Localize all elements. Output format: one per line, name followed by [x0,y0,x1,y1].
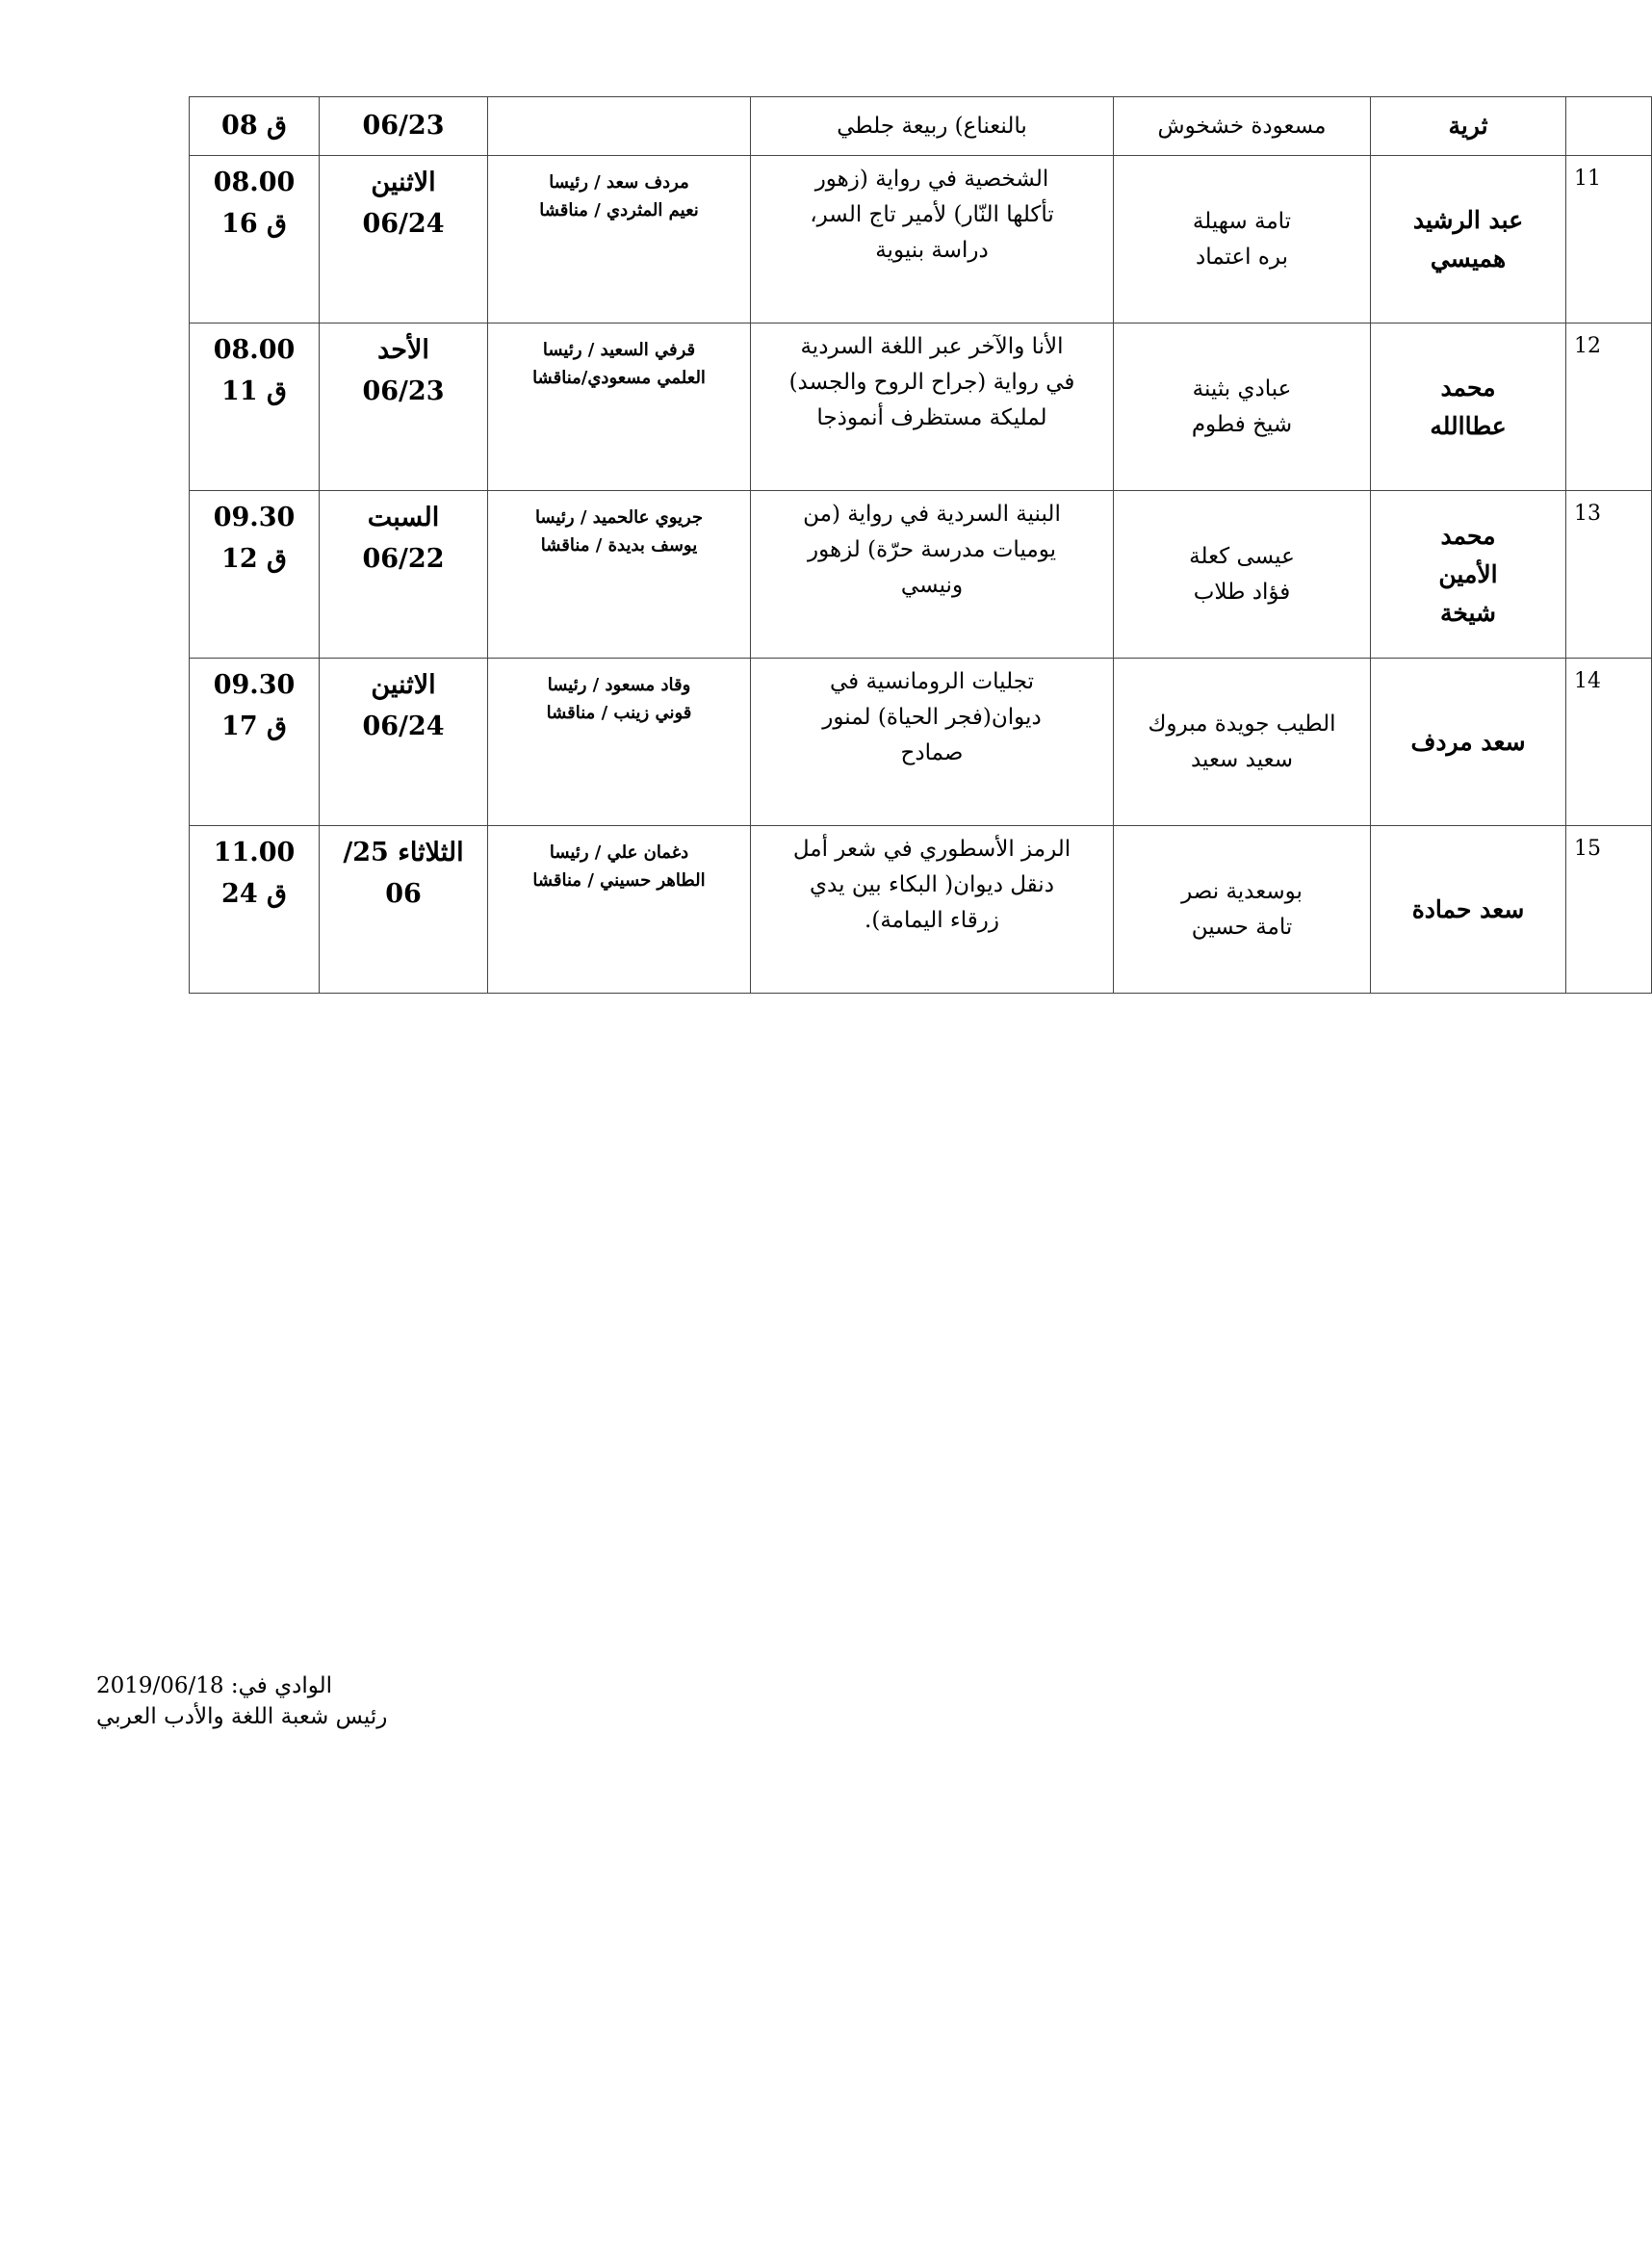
supervisor-cell-line: شيخ فطوم [1191,411,1293,437]
supervisor-cell [1114,491,1371,659]
date-cell [320,659,488,826]
title-cell-line: تأكلها النّار) لأمير تاج السر، [810,201,1054,227]
table-row [190,324,1652,491]
student-cell [1371,659,1566,826]
title-cell-line: الأنا والآخر عبر اللغة السردية [800,334,1064,359]
time-cell-line: ق 17 [221,712,287,742]
student-cell [1371,826,1566,994]
student-cell [1371,324,1566,491]
student-cell-line: سعد حمادة [1411,894,1525,923]
title-cell-line: لمليكة مستظرف أنموذجا [816,404,1047,430]
jury-cell [488,97,751,156]
jury-cell-line: مردف سعد / رئيسا [549,172,689,193]
title-cell-line: الشخصية في رواية (زهور [814,167,1049,192]
student-cell-line: عبد الرشيد [1412,205,1524,234]
jury-cell-line: نعيم المثردي / مناقشا [539,199,699,220]
time-cell [190,826,320,994]
date-cell-line: السبت [367,503,440,532]
title-cell: بالنعناع) ربيعة جلطي [751,97,1114,156]
jury-cell-line: وقاد مسعود / رئيسا [547,675,691,695]
number-cell: 12 [1566,324,1652,491]
supervisor-cell-line: بوسعدية نصر [1181,878,1303,904]
jury-cell-line: قوني زينب / مناقشا [546,702,692,723]
supervisor-cell [1114,156,1371,324]
defense-schedule-table [189,96,1652,994]
date-cell-line: الاثنين [371,670,436,700]
time-cell-line: ق 24 [221,879,287,910]
date-cell-line: 06/23 [362,376,445,407]
date-cell-line: 06/22 [362,544,445,575]
jury-cell-line: جريوي عالحميد / رئيسا [534,507,704,528]
student-cell-line: محمد [1440,373,1496,401]
student-cell-line: سعد مردف [1410,727,1526,756]
date-cell [320,826,488,994]
title-cell-line: ونيسي [900,572,964,598]
date-cell [320,324,488,491]
date-cell-line: 06 [385,879,422,910]
supervisor-cell-line: فؤاد طلاب [1193,579,1291,605]
supervisor-cell-line: عبادي بثينة [1192,375,1292,401]
time-cell [190,156,320,324]
time-cell [190,491,320,659]
jury-cell [488,491,751,659]
jury-cell [488,659,751,826]
title-cell-line: البنية السردية في رواية (من [803,502,1061,527]
time-cell-line: 11.00 [213,838,296,867]
title-cell-line: تجليات الرومانسية في [830,669,1034,694]
title-cell-line: الرمز الأسطوري في شعر أمل [792,837,1071,862]
title-cell [751,826,1114,994]
signature-title: رئيس شعبة اللغة والأدب العربي [96,1704,388,1730]
student-cell-line: محمد [1440,521,1496,550]
jury-cell-line: الطاهر حسيني / مناقشا [532,869,706,891]
supervisor-cell [1114,826,1371,994]
time-cell-line: 09.30 [213,503,296,532]
supervisor-cell [1114,659,1371,826]
table-row [190,659,1652,826]
title-cell-line: ديوان(فجر الحياة) لمنور [822,704,1042,730]
date-cell [320,491,488,659]
supervisor-cell-line: تامة حسين [1191,914,1293,940]
table-row [190,156,1652,324]
number-cell [1566,97,1652,156]
footer-signature [96,1670,387,1732]
jury-cell [488,156,751,324]
number-cell: 11 [1566,156,1652,324]
student-cell-line: عطاالله [1430,411,1507,440]
supervisor-cell-line: عيسى كعلة [1189,543,1295,569]
title-cell [751,659,1114,826]
supervisor-cell: مسعودة خشخوش [1114,97,1371,156]
time-cell-line: 08.00 [213,335,296,365]
date-cell-line: الأحد [377,335,429,365]
date-cell-line: 06/24 [362,209,445,240]
student-cell-line: الأمين [1438,559,1498,588]
number-cell: 14 [1566,659,1652,826]
supervisor-cell [1114,324,1371,491]
title-cell-line: دراسة بنيوية [875,237,989,263]
time-cell: ق 08 [190,97,320,156]
student-cell [1371,491,1566,659]
title-cell-line: زرقاء اليمامة). [865,907,999,933]
time-cell-line: ق 12 [221,544,287,575]
table-row [190,826,1652,994]
number-cell: 13 [1566,491,1652,659]
time-cell [190,324,320,491]
title-cell [751,324,1114,491]
jury-cell [488,324,751,491]
date-cell-line: الثلاثاء 25/ [343,838,464,867]
number-cell: 15 [1566,826,1652,994]
supervisor-cell-line: بره اعتماد [1195,244,1289,270]
student-cell [1371,156,1566,324]
place-date: الوادي في: 2019/06/18 [96,1673,333,1698]
table-row [190,97,1652,156]
title-cell [751,491,1114,659]
title-cell-line: دنقل ديوان( البكاء بين يدي [810,871,1054,897]
jury-cell-line: دغمان علي / رئيسا [549,842,689,863]
supervisor-cell-line: تامة سهيلة [1192,208,1292,234]
title-cell-line: صمادح [900,739,964,765]
table-row [190,491,1652,659]
student-cell-line: شيخة [1439,598,1497,627]
jury-cell [488,826,751,994]
title-cell-line: يوميات مدرسة حرّة) لزهور [808,536,1056,562]
time-cell-line: ق 16 [221,209,287,240]
time-cell-line: 08.00 [213,168,296,197]
title-cell-line: في رواية (جراح الروح والجسد) [788,369,1075,395]
jury-cell-line: قرفي السعيد / رئيسا [542,340,696,360]
time-cell-line: ق 11 [221,376,287,407]
supervisor-cell-line: الطيب جويدة مبروك [1148,711,1336,737]
date-cell-line: 06/24 [362,712,445,742]
date-cell [320,156,488,324]
student-cell-line: هميسي [1430,244,1507,272]
time-cell-line: 09.30 [213,670,296,700]
jury-cell-line: يوسف بديدة / مناقشا [540,534,698,556]
date-cell: 06/23 [320,97,488,156]
jury-cell-line: العلمي مسعودي/مناقشا [532,367,706,388]
time-cell [190,659,320,826]
student-cell: ثرية [1371,97,1566,156]
supervisor-cell-line: سعيد سعيد [1190,746,1294,772]
date-cell-line: الاثنين [371,168,436,197]
title-cell [751,156,1114,324]
